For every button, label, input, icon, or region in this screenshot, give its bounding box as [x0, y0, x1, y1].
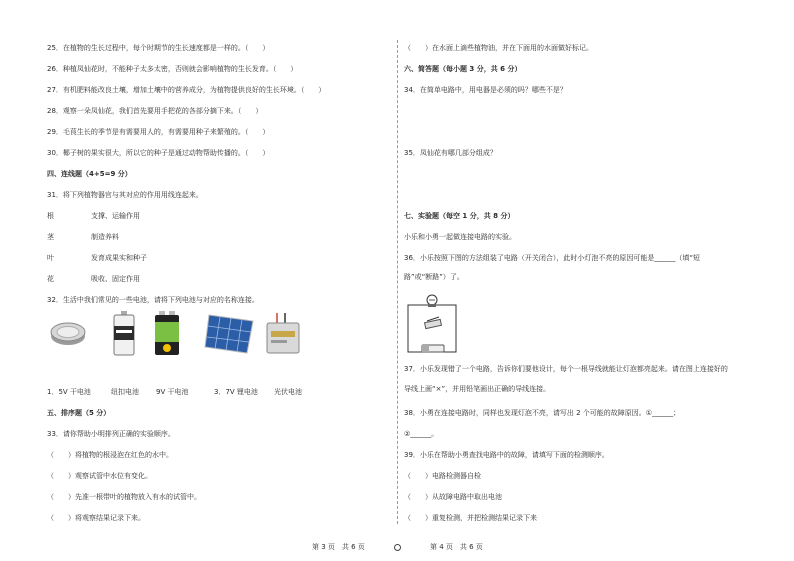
sort-step: （ ）观察试管中水位有变化。 — [47, 472, 152, 480]
question-36: 36．小乐按照下图的方法组装了电路（开关闭合），此时小灯泡不亮的原因可能是______（填“短 — [404, 254, 701, 262]
question-38: 38．小勇在连接电路时，同样也发现灯泡不亮，请写出 2 个可能的故障原因。①______； — [404, 409, 681, 417]
footer-right-page-number: 第 4 页 共 6 页 — [430, 543, 483, 551]
coin-battery-image — [44, 312, 90, 350]
organ-name: 花 — [47, 275, 54, 283]
detect-step: （ ）重复检测，并把检测结果记录下来 — [404, 514, 537, 522]
section-5-title: 五、排序题（5 分） — [47, 409, 111, 417]
battery-name: 光伏电池 — [274, 388, 302, 396]
question-34: 34．在简单电路中，用电器是必须的吗？哪些不是？ — [404, 86, 567, 94]
detect-step: （ ）从故障电路中取出电池 — [404, 493, 502, 501]
question-26: 26．种植凤仙花时，不能种子太多太密，否则就会影响植物的生长发育。（ ） — [47, 65, 298, 73]
question-28: 28．观察一朵凤仙花，我们首先要用手把花的各部分摘下来。（ ） — [47, 107, 263, 115]
question-35: 35．凤仙花有哪几部分组成？ — [404, 149, 497, 157]
organ-desc: 支撑、运输作用 — [91, 212, 140, 220]
9v-battery-image — [152, 310, 182, 356]
sort-step: （ ）将观察结果记录下来。 — [47, 514, 145, 522]
question-39: 39．小乐在帮助小勇查找电路中的故障，请填写下面的检测顺序。 — [404, 451, 609, 459]
question-38-cont: ②______。 — [404, 430, 439, 438]
battery-name: 9V 干电池 — [156, 388, 189, 396]
question-37: 37．小乐发现错了一个电路，告诉你们要他设计，每个一根导线就能让灯泡都亮起来。请在图上连接好的 — [404, 365, 728, 373]
section-4-title: 四、连线题（4+5=9 分） — [47, 170, 132, 178]
organ-desc: 制造养料 — [91, 233, 119, 241]
section-6-title: 六、简答题（每小题 3 分，共 6 分） — [404, 65, 522, 73]
sort-step: （ ）将植物的根浸泡在红色的水中。 — [47, 451, 173, 459]
sort-step: （ ）先准一根带叶的植物放入有水的试管中。 — [47, 493, 201, 501]
battery-name: 纽扣电池 — [111, 388, 139, 396]
page-separator-icon — [394, 544, 401, 551]
detect-step: （ ）电路检测器自检 — [404, 472, 481, 480]
question-29: 29．毛茛生长的季节是有需要用人的，有需要用种子来繁殖的。（ ） — [47, 128, 270, 136]
circuit-diagram — [403, 290, 463, 358]
battery-name: 3．7V 锂电池 — [214, 388, 258, 396]
question-27: 27．有机肥料能改良土壤，增加土壤中的营养成分，为植物提供良好的生长环境。（ ） — [47, 86, 326, 94]
question-37-cont: 导线上画“×”，并用铅笔画出正确的导线连接。 — [404, 385, 551, 393]
question-30: 30．椰子树的果实很大，所以它的种子是通过动物帮助传播的。（ ） — [47, 149, 270, 157]
question-25: 25．在植物的生长过程中，每个时期节的生长速度都是一样的。（ ） — [47, 44, 270, 52]
solar-panel-image — [203, 311, 255, 355]
d-cell-battery-image — [110, 310, 138, 356]
question-33: 33．请你帮助小明排列正确的实验顺序。 — [47, 430, 175, 438]
section-7-title: 七、实验题（每空 1 分，共 8 分） — [404, 212, 515, 220]
experiment-intro: 小乐和小勇一起做连接电路的实验。 — [404, 233, 516, 241]
page-divider — [397, 40, 398, 524]
organ-desc: 发育成果实和种子 — [91, 254, 147, 262]
organ-desc: 吸收、固定作用 — [91, 275, 140, 283]
question-36-cont: 路”或“断路”）了。 — [404, 273, 464, 281]
question-32: 32．生活中我们常见的一些电池，请将下列电池与对应的名称连接。 — [47, 296, 259, 304]
lithium-battery-image — [263, 311, 303, 355]
battery-name: 1．5V 干电池 — [47, 388, 91, 396]
sort-step-continued: （ ）在水面上滴些植物油，并在下面用的水面做好标记。 — [404, 44, 593, 52]
question-31: 31．将下列植物器官与其对应的作用用线连起来。 — [47, 191, 203, 199]
organ-name: 叶 — [47, 254, 54, 262]
organ-name: 根 — [47, 212, 54, 220]
footer-left-page-number: 第 3 页 共 6 页 — [312, 543, 365, 551]
organ-name: 茎 — [47, 233, 54, 241]
